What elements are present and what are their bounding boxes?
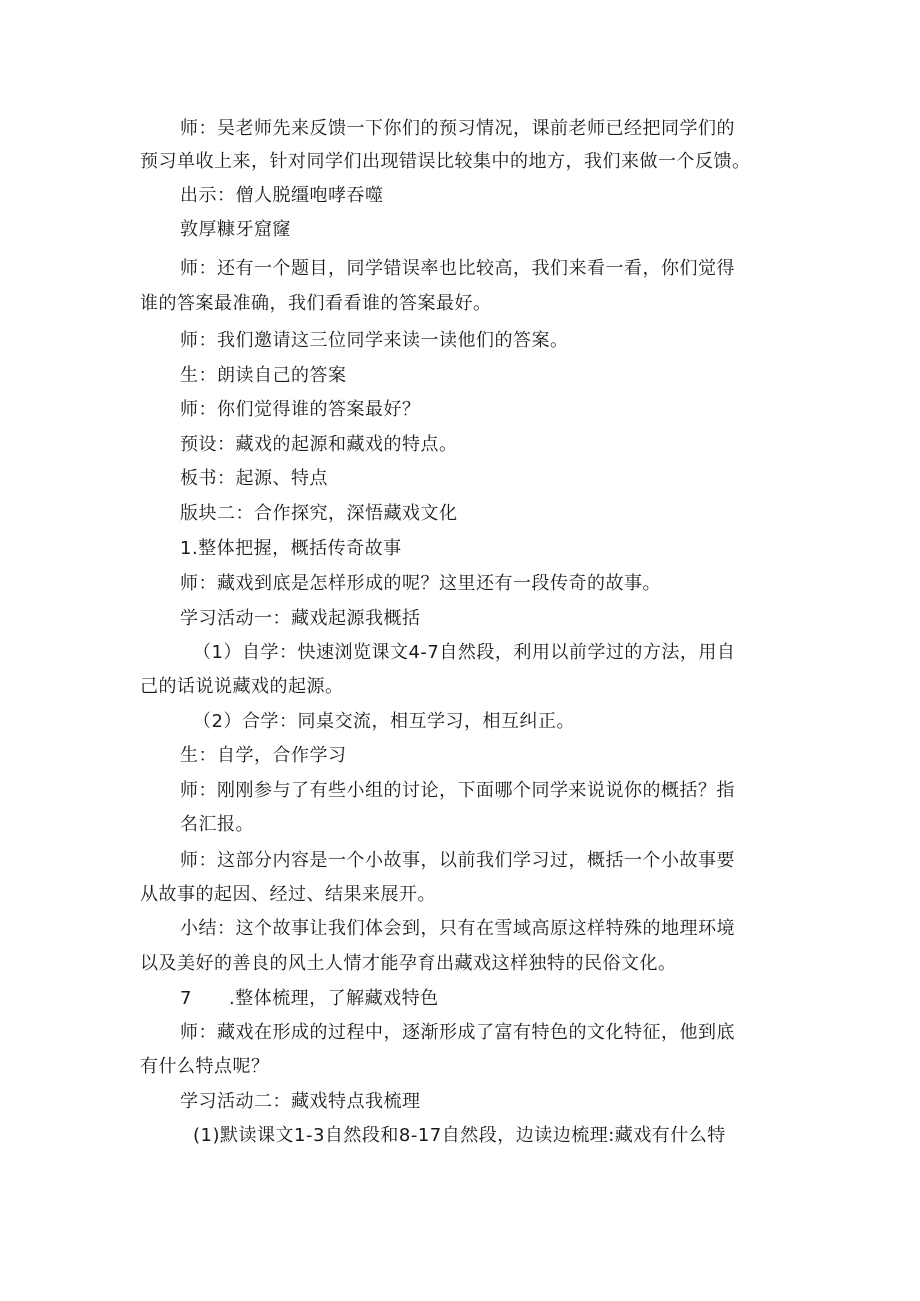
text-line: 有什么特点呢？ bbox=[140, 1056, 270, 1077]
text-line: 预设：藏戏的起源和藏戏的特点。 bbox=[180, 434, 458, 455]
text-line: 谁的答案最准确，我们看看谁的答案最好。 bbox=[140, 293, 492, 314]
text-line: 师：你们觉得谁的答案最好？ bbox=[180, 399, 421, 420]
text-line: 师：这部分内容是一个小故事，以前我们学习过，概括一个小故事要 bbox=[180, 850, 735, 871]
text-line: 名汇报。 bbox=[180, 814, 254, 835]
text-line: 以及美好的善良的风土人情才能孕育出藏戏这样独特的民俗文化。 bbox=[140, 953, 677, 974]
text-line: 学习活动二：藏戏特点我梳理 bbox=[180, 1091, 421, 1112]
text-line: 板书：起源、特点 bbox=[180, 468, 328, 489]
text-line: 学习活动一：藏戏起源我概括 bbox=[180, 608, 421, 629]
text-line: 从故事的起因、经过、结果来展开。 bbox=[140, 884, 436, 905]
text-line: （2）合学：同桌交流，相互学习，相互纠正。 bbox=[193, 711, 575, 732]
text-line: 己的话说说藏戏的起源。 bbox=[140, 676, 344, 697]
text-line: 师：我们邀请这三位同学来读一读他们的答案。 bbox=[180, 330, 569, 351]
text-line: 生：自学，合作学习 bbox=[180, 745, 347, 766]
subsection-heading: 7 .整体梳理，了解藏戏特色 bbox=[180, 988, 439, 1009]
text-line: 师：藏戏到底是怎样形成的呢？这里还有一段传奇的故事。 bbox=[180, 573, 661, 594]
text-line: 小结：这个故事让我们体会到，只有在雪域高原这样特殊的地理环境 bbox=[180, 918, 735, 939]
text-line: （1）自学：快速浏览课文4-7自然段，利用以前学过的方法，用自 bbox=[193, 642, 736, 663]
section-heading: 版块二：合作探究，深悟藏戏文化 bbox=[180, 503, 458, 524]
text-line: 敦厚糠牙窟窿 bbox=[180, 219, 291, 240]
text-line: 师：还有一个题目，同学错误率也比较高，我们来看一看，你们觉得 bbox=[180, 258, 735, 279]
text-line: 生：朗读自己的答案 bbox=[180, 365, 347, 386]
text-line: 预习单收上来，针对同学们出现错误比较集中的地方，我们来做一个反馈。 bbox=[140, 151, 751, 172]
text-line: 出示：僧人脱缰咆哮吞噬 bbox=[180, 185, 384, 206]
text-line: 师：吴老师先来反馈一下你们的预习情况，课前老师已经把同学们的 bbox=[180, 118, 735, 139]
text-line: (1)默读课文1-3自然段和8-17自然段，边读边梳理:藏戏有什么特 bbox=[193, 1125, 726, 1146]
text-line: 师：藏戏在形成的过程中，逐渐形成了富有特色的文化特征，他到底 bbox=[180, 1022, 735, 1043]
subsection-heading: 1.整体把握，概括传奇故事 bbox=[180, 538, 402, 559]
text-line: 师：刚刚参与了有些小组的讨论，下面哪个同学来说说你的概括？指 bbox=[180, 780, 735, 801]
